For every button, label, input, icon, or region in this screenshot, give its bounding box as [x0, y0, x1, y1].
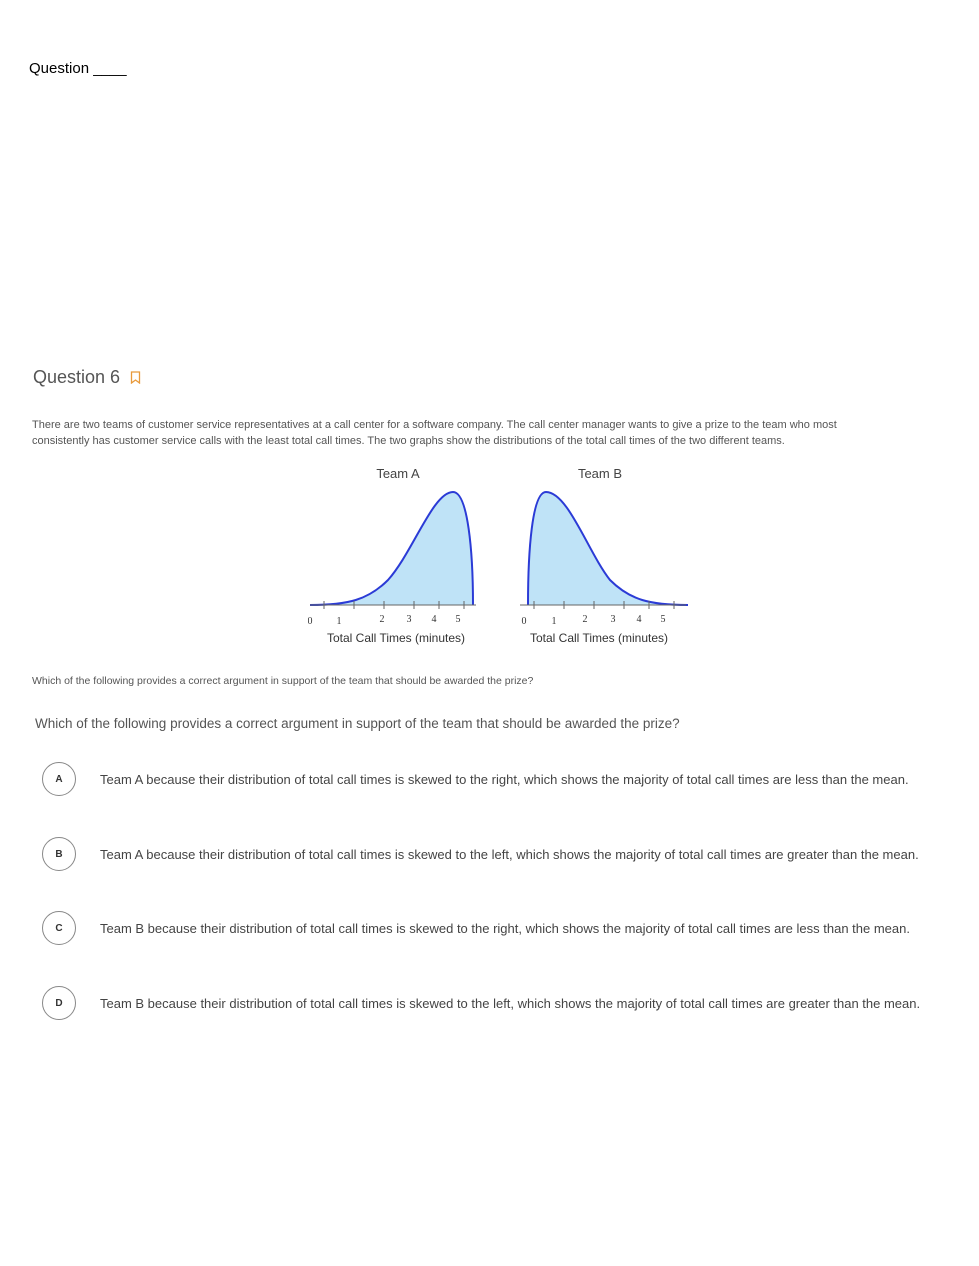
question-prompt: Which of the following provides a correct argument in support of the team that should be awarded the prize? — [35, 716, 680, 731]
tick-label: 0 — [308, 616, 313, 627]
answer-choice-d[interactable] — [42, 986, 920, 1020]
tick-label: 5 — [455, 614, 461, 625]
chart-title: Team B — [577, 466, 623, 481]
tick-label: 1 — [551, 616, 557, 627]
question-title-text: Question 6 — [33, 367, 121, 387]
chart-title: Team A — [376, 466, 420, 481]
tick-label: 4 — [431, 614, 437, 625]
choice-text[interactable]: Team B because their distribution of total call times is skewed to the right, which shows the majority of total call times are less than the mean. — [100, 920, 910, 936]
answer-choice-a[interactable] — [42, 762, 909, 796]
team-a-chart — [308, 462, 488, 652]
answer-choice-b[interactable] — [42, 837, 919, 871]
distribution-area — [310, 492, 473, 605]
x-axis-label: Total Call Times (minutes) — [529, 631, 669, 645]
x-axis-label: Total Call Times (minutes) — [326, 631, 466, 645]
team-b-plot — [510, 462, 690, 652]
intro-line-2: consistently has customer service calls with the least total call times. The two graphs show the distributions of the total call times of the two different teams. — [32, 435, 785, 447]
intro-line-1: There are two teams of customer service representatives at a call center for a software company. The call center manager wants to give a prize to the team who most — [32, 419, 837, 431]
team-b-chart — [510, 462, 690, 652]
choice-letter-badge[interactable]: B — [42, 837, 76, 871]
question-title — [33, 367, 141, 388]
choice-letter-badge[interactable]: C — [42, 911, 76, 945]
question-prompt-small: Which of the following provides a correct argument in support of the team that should be awarded the prize? — [32, 675, 534, 687]
answer-choice-c[interactable] — [42, 911, 910, 945]
team-a-plot — [308, 462, 488, 652]
tick-label: 3 — [406, 614, 412, 625]
page-header: Question ____ — [29, 60, 127, 77]
bookmark-icon[interactable] — [130, 371, 141, 384]
choice-text[interactable]: Team A because their distribution of total call times is skewed to the right, which shows the majority of total call times are less than the mean. — [100, 771, 909, 787]
tick-label: 2 — [379, 614, 385, 625]
tick-label: 5 — [660, 614, 666, 625]
choice-text[interactable]: Team A because their distribution of total call times is skewed to the left, which shows the majority of total call times are greater than the mean. — [100, 846, 919, 862]
tick-label: 4 — [636, 614, 642, 625]
question-intro — [32, 417, 942, 449]
choice-letter-badge[interactable]: D — [42, 986, 76, 1020]
choice-letter-badge[interactable]: A — [42, 762, 76, 796]
tick-label: 1 — [336, 616, 342, 627]
tick-label: 3 — [610, 614, 616, 625]
tick-label: 0 — [521, 616, 527, 627]
distribution-area — [528, 492, 688, 605]
tick-label: 2 — [582, 614, 588, 625]
choice-text[interactable]: Team B because their distribution of total call times is skewed to the left, which shows the majority of total call times are greater than the mean. — [100, 995, 921, 1011]
